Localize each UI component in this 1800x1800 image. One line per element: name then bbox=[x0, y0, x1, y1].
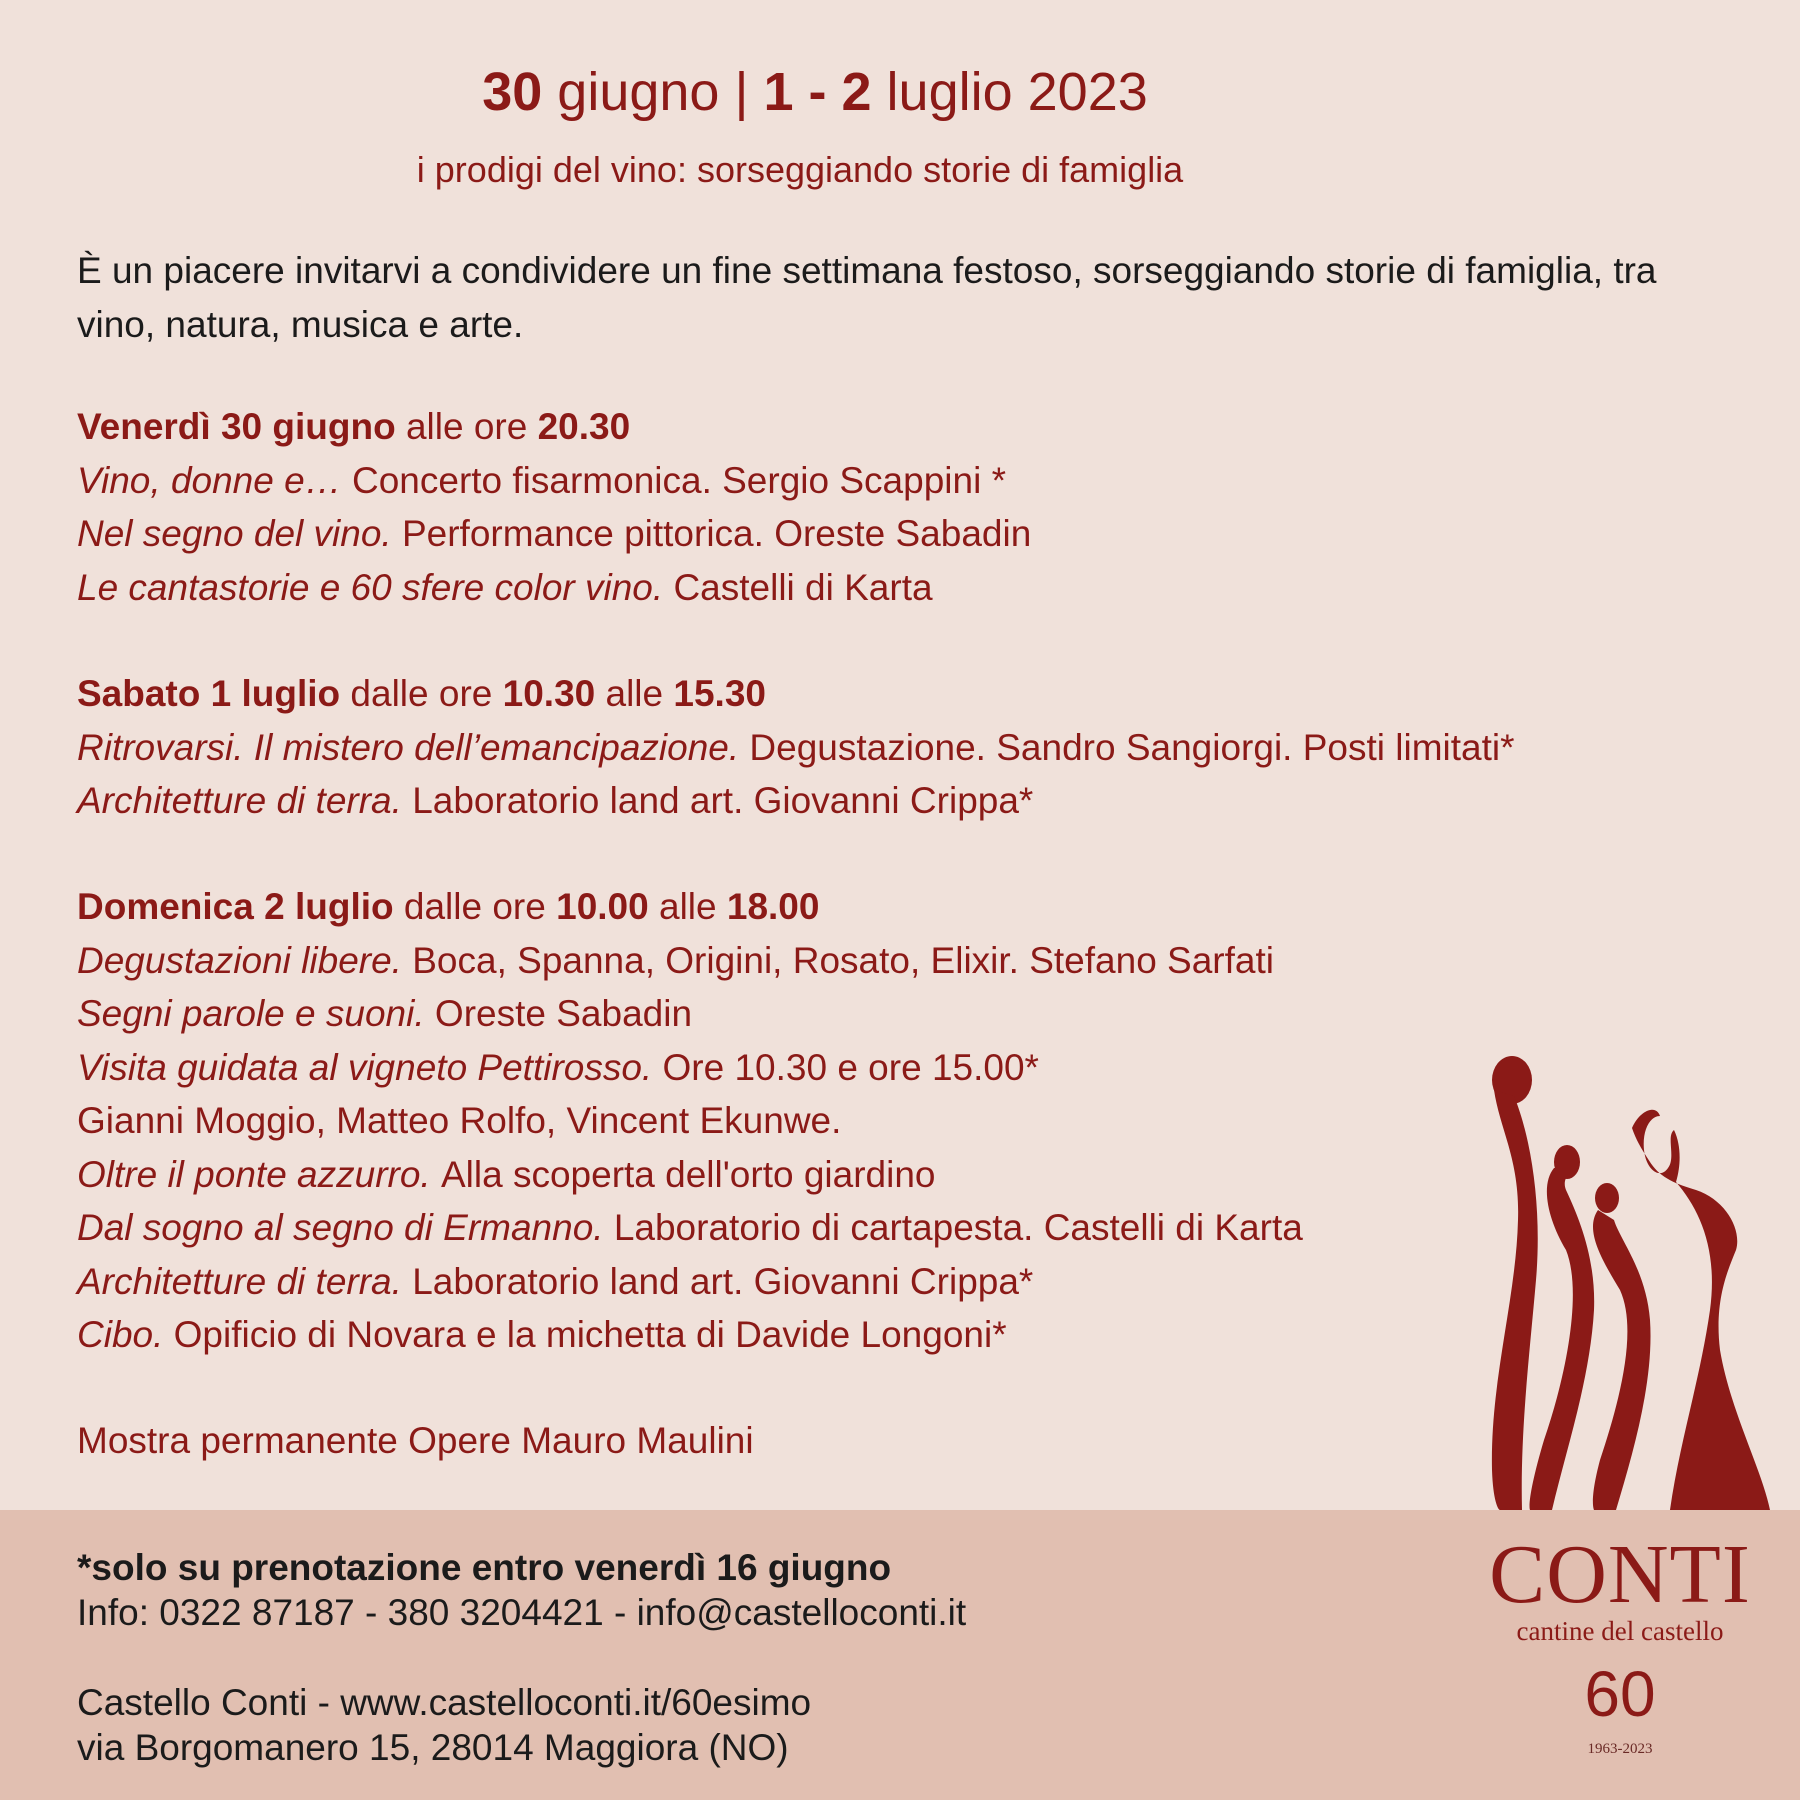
event-detail: Degustazione. Sandro Sangiorgi. Posti limitati* bbox=[749, 726, 1515, 768]
event-title: Visita guidata al vigneto Pettirosso. bbox=[77, 1046, 663, 1088]
time-start: 10.30 bbox=[502, 673, 596, 714]
time-start: 20.30 bbox=[537, 406, 631, 447]
day-section-saturday bbox=[77, 667, 1717, 828]
brand-name: CONTI bbox=[1489, 1528, 1751, 1621]
event-title: Oltre il ponte azzurro. bbox=[77, 1153, 441, 1195]
address-line: via Borgomanero 15, 28014 Maggiora (NO) bbox=[77, 1727, 789, 1768]
event-title: Ritrovarsi. Il mistero dell’emancipazione. bbox=[77, 726, 750, 768]
day-heading-friday bbox=[77, 400, 1717, 454]
event-date-heading bbox=[0, 60, 1630, 124]
event-detail: Laboratorio di cartapesta. Castelli di Karta bbox=[613, 1207, 1303, 1248]
event-row bbox=[77, 507, 1717, 561]
time-start: 10.00 bbox=[556, 886, 649, 927]
event-row bbox=[77, 987, 1717, 1041]
event-title: Segni parole e suoni. bbox=[77, 993, 435, 1034]
event-detail: Ore 10.30 e ore 15.00* bbox=[662, 1046, 1039, 1088]
event-detail: Laboratorio land art. Giovanni Crippa* bbox=[412, 780, 1034, 821]
date-day1: 30 bbox=[482, 62, 543, 122]
day-heading-sunday bbox=[77, 880, 1717, 934]
event-row bbox=[77, 561, 1717, 615]
event-detail: Gianni Moggio, Matteo Rolfo, Vincent Ekunwe. bbox=[77, 1100, 842, 1141]
event-detail: Oreste Sabadin bbox=[434, 993, 693, 1034]
event-title: Nel segno del vino. bbox=[77, 513, 402, 554]
time-mid: alle bbox=[648, 886, 727, 927]
contact-info: Info: 0322 87187 - 380 3204421 - info@castelloconti.it bbox=[77, 1592, 967, 1633]
date-days23: 1 - 2 bbox=[763, 62, 872, 122]
booking-note: *solo su prenotazione entro venerdì 16 giugno bbox=[77, 1547, 892, 1588]
exhibition-note: Mostra permanente Opere Mauro Maulini bbox=[77, 1420, 754, 1461]
brand-tagline: cantine del castello bbox=[1516, 1616, 1724, 1646]
event-row bbox=[77, 774, 1717, 828]
event-title: Degustazioni libere. bbox=[77, 939, 413, 981]
event-title: Le cantastorie e 60 sfere color vino. bbox=[77, 566, 674, 608]
brand-logo bbox=[1470, 1050, 1770, 1790]
figures-logo-icon bbox=[1470, 1050, 1770, 1530]
intro-paragraph: È un piacere invitarvi a condividere un fine settimana festoso, sorseggiando storie di famiglia, tra vino, natura, musica e arte. bbox=[77, 250, 1657, 345]
event-title: Dal sogno al segno di Ermanno. bbox=[77, 1207, 614, 1248]
day-heading-saturday bbox=[77, 667, 1717, 721]
day-label: Domenica 2 luglio bbox=[77, 886, 394, 927]
date-month1: giugno | bbox=[542, 62, 764, 122]
event-detail: Opificio di Novara e la michetta di Davide Longoni* bbox=[173, 1314, 1007, 1355]
time-prefix: dalle ore bbox=[340, 673, 503, 714]
event-title: Cibo. bbox=[77, 1314, 174, 1355]
event-detail: Performance pittorica. Oreste Sabadin bbox=[401, 513, 1032, 554]
time-end: 18.00 bbox=[726, 886, 820, 927]
footer-contact bbox=[77, 1545, 966, 1770]
event-title: Architetture di terra. bbox=[77, 780, 413, 821]
time-prefix: alle ore bbox=[395, 406, 538, 447]
event-subtitle: i prodigi del vino: sorseggiando storie di famiglia bbox=[416, 149, 1184, 190]
day-label: Venerdì 30 giugno bbox=[77, 406, 396, 447]
event-detail: Castelli di Karta bbox=[673, 566, 933, 608]
time-prefix: dalle ore bbox=[393, 886, 557, 927]
brand-anniversary: 60 bbox=[1584, 1658, 1656, 1730]
time-end: 15.30 bbox=[673, 673, 766, 714]
event-row bbox=[77, 934, 1717, 988]
event-title: Vino, donne e… bbox=[77, 459, 352, 501]
event-detail: Laboratorio land art. Giovanni Crippa* bbox=[412, 1260, 1034, 1302]
event-detail: Alla scoperta dell'orto giardino bbox=[440, 1153, 936, 1195]
date-month2: luglio 2023 bbox=[871, 62, 1148, 122]
day-section-friday bbox=[77, 400, 1717, 614]
footer-spacer bbox=[77, 1635, 966, 1680]
event-detail: Boca, Spanna, Origini, Rosato, Elixir. Stefano Sarfati bbox=[412, 939, 1274, 981]
website-line: Castello Conti - www.castelloconti.it/60esimo bbox=[77, 1682, 812, 1723]
time-mid: alle bbox=[595, 673, 674, 714]
event-detail: Concerto fisarmonica. Sergio Scappini * bbox=[351, 459, 1006, 501]
event-row bbox=[77, 454, 1717, 508]
event-row bbox=[77, 721, 1717, 775]
brand-years: 1963-2023 bbox=[1587, 1741, 1653, 1757]
event-title: Architetture di terra. bbox=[77, 1260, 413, 1302]
day-label: Sabato 1 luglio bbox=[77, 673, 341, 714]
